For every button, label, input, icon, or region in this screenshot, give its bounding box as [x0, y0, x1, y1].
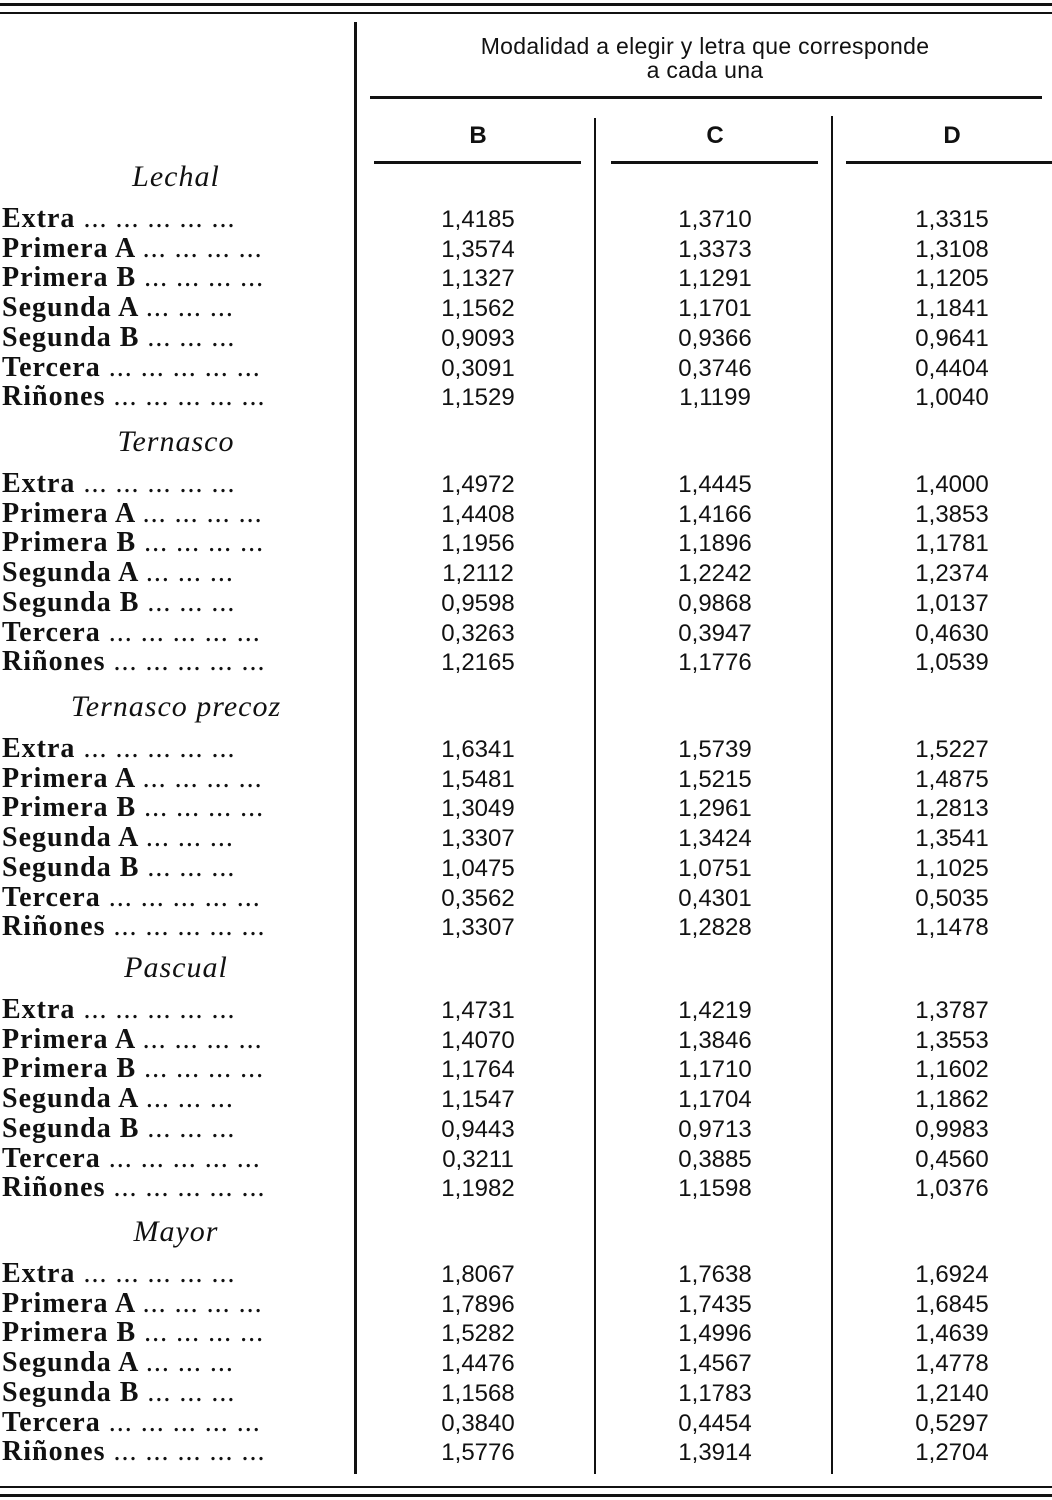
cell-value-b: 0,3091: [441, 355, 515, 382]
row-label-leader-dots: ... ... ... ...: [144, 528, 265, 558]
cell-value-b: 1,5481: [441, 766, 515, 793]
table-row: [0, 499, 1052, 529]
row-label-leader-dots: ... ... ...: [145, 1348, 234, 1378]
cell-value-b: 1,1327: [441, 265, 515, 292]
row-label-text: Extra: [2, 469, 76, 499]
table-row: [0, 853, 1052, 883]
row-label: [2, 323, 342, 353]
row-label-leader-dots: ... ... ... ... ...: [83, 995, 236, 1025]
row-label-text: Riñones: [2, 1437, 106, 1467]
row-label-leader-dots: ... ... ... ... ...: [113, 1437, 266, 1467]
row-label-leader-dots: ... ... ... ...: [142, 1289, 263, 1319]
cell-value-c: 1,2828: [678, 914, 752, 941]
row-label-leader-dots: ... ... ... ... ...: [83, 734, 236, 764]
cell-value-b: 1,1562: [441, 295, 515, 322]
cell-value-b: 1,3307: [441, 825, 515, 852]
section-title: Mayor: [133, 1215, 219, 1248]
cell-value-c: 1,4996: [678, 1320, 752, 1347]
table-row: [0, 1437, 1052, 1467]
cell-value-d: 1,5227: [915, 736, 989, 763]
cell-value-c: 1,4219: [678, 997, 752, 1024]
table-row: [0, 764, 1052, 794]
row-label: [2, 588, 342, 618]
cell-value-d: 1,3853: [915, 501, 989, 528]
cell-value-d: 1,1862: [915, 1086, 989, 1113]
table-row: [0, 1025, 1052, 1055]
cell-value-c: 0,9713: [678, 1116, 752, 1143]
row-label-leader-dots: ... ... ... ...: [142, 764, 263, 794]
cell-value-d: 1,0137: [915, 590, 989, 617]
cell-value-c: 1,1199: [679, 384, 751, 411]
table-row: [0, 234, 1052, 264]
cell-value-d: 1,3108: [915, 236, 989, 263]
row-label-leader-dots: ... ... ... ...: [144, 793, 265, 823]
cell-value-c: 0,3746: [678, 355, 752, 382]
cell-value-d: 1,4778: [915, 1350, 989, 1377]
column-group-header-line1: Modalidad a elegir y letra que corresponde: [480, 33, 930, 59]
row-label-text: Tercera: [2, 883, 101, 913]
table-row: [0, 647, 1052, 677]
cell-value-b: 1,1547: [441, 1086, 515, 1113]
cell-value-d: 1,3553: [915, 1027, 989, 1054]
cell-value-d: 1,0376: [915, 1175, 989, 1202]
cell-value-c: 1,1701: [678, 295, 752, 322]
row-label-leader-dots: ... ... ... ...: [144, 1054, 265, 1084]
cell-value-d: 1,4639: [915, 1320, 989, 1347]
row-label-text: Riñones: [2, 912, 106, 942]
table-row: [0, 204, 1052, 234]
cell-value-c: 1,7638: [678, 1261, 752, 1288]
cell-value-b: 1,2165: [441, 649, 515, 676]
cell-value-d: 1,1841: [915, 295, 989, 322]
cell-value-d: 1,4000: [915, 471, 989, 498]
cell-value-c: 1,4567: [678, 1350, 752, 1377]
table-row: [0, 823, 1052, 853]
row-label-text: Segunda B: [2, 323, 140, 353]
table-row: [0, 263, 1052, 293]
table-row: [0, 293, 1052, 323]
cell-value-d: 0,4404: [915, 355, 989, 382]
section-title: Pascual: [124, 951, 228, 984]
cell-value-d: 1,0539: [915, 649, 989, 676]
column-header-c: C: [706, 122, 724, 149]
row-label: [2, 499, 342, 529]
row-label: [2, 1348, 342, 1378]
row-label-text: Segunda B: [2, 1114, 140, 1144]
cell-value-b: 1,1529: [441, 384, 515, 411]
cell-value-b: 0,3211: [442, 1146, 514, 1173]
cell-value-d: 1,1478: [915, 914, 989, 941]
row-label: [2, 263, 342, 293]
row-label: [2, 1259, 342, 1289]
row-label-text: Primera A: [2, 499, 135, 529]
row-label-text: Tercera: [2, 1408, 101, 1438]
row-label-leader-dots: ... ... ... ... ...: [113, 1173, 266, 1203]
row-label: [2, 823, 342, 853]
table-row: [0, 1318, 1052, 1348]
column-d-underline: [846, 161, 1052, 164]
row-label: [2, 234, 342, 264]
column-c-underline: [611, 161, 818, 164]
row-label: [2, 912, 342, 942]
table-row: [0, 382, 1052, 412]
cell-value-c: 1,3424: [678, 825, 752, 852]
table-row: [0, 1084, 1052, 1114]
column-header-b: B: [469, 122, 487, 149]
row-label-leader-dots: ... ... ... ...: [144, 1318, 265, 1348]
cell-value-b: 1,7896: [441, 1291, 515, 1318]
column-header-d: D: [943, 122, 961, 149]
row-label: [2, 647, 342, 677]
cell-value-b: 1,1764: [441, 1056, 515, 1083]
row-label-leader-dots: ... ... ... ...: [142, 1025, 263, 1055]
cell-value-b: 1,0475: [441, 855, 515, 882]
table-row: [0, 353, 1052, 383]
cell-value-c: 1,1783: [678, 1380, 752, 1407]
cell-value-c: 1,3373: [678, 236, 752, 263]
row-label-leader-dots: ... ... ...: [147, 588, 236, 618]
cell-value-b: 1,4476: [441, 1350, 515, 1377]
cell-value-b: 1,8067: [441, 1261, 515, 1288]
row-label-leader-dots: ... ... ... ...: [142, 499, 263, 529]
cell-value-d: 1,0040: [915, 384, 989, 411]
row-label: [2, 1173, 342, 1203]
cell-value-d: 1,6924: [915, 1261, 989, 1288]
cell-value-b: 1,4070: [441, 1027, 515, 1054]
cell-value-c: 1,2961: [678, 795, 752, 822]
row-label-leader-dots: ... ... ...: [145, 558, 234, 588]
cell-value-c: 0,4454: [678, 1410, 752, 1437]
table-row: [0, 558, 1052, 588]
table-row: [0, 1173, 1052, 1203]
cell-value-b: 0,9093: [441, 325, 515, 352]
row-label-leader-dots: ... ... ... ... ...: [83, 1259, 236, 1289]
cell-value-b: 1,3574: [441, 236, 515, 263]
row-label-text: Segunda B: [2, 1378, 140, 1408]
row-label-text: Extra: [2, 995, 76, 1025]
cell-value-b: 1,1568: [441, 1380, 515, 1407]
row-label: [2, 853, 342, 883]
row-label: [2, 528, 342, 558]
cell-value-b: 1,4972: [441, 471, 515, 498]
cell-value-d: 1,2140: [915, 1380, 989, 1407]
row-label-leader-dots: ... ... ... ... ...: [108, 618, 261, 648]
row-label-text: Riñones: [2, 647, 106, 677]
table-row: [0, 1114, 1052, 1144]
row-label: [2, 1114, 342, 1144]
row-label-text: Extra: [2, 734, 76, 764]
row-label-text: Segunda B: [2, 853, 140, 883]
row-label-text: Primera A: [2, 1025, 135, 1055]
row-label: [2, 469, 342, 499]
cell-value-c: 1,1776: [678, 649, 752, 676]
cell-value-d: 0,5297: [915, 1410, 989, 1437]
table-row: [0, 469, 1052, 499]
section-title: Ternasco precoz: [70, 690, 282, 723]
cell-value-b: 0,3840: [441, 1410, 515, 1437]
cell-value-d: 1,1205: [915, 265, 989, 292]
cell-value-b: 1,3049: [441, 795, 515, 822]
table-row: [0, 1348, 1052, 1378]
row-label-leader-dots: ... ... ...: [147, 323, 236, 353]
row-label-leader-dots: ... ... ... ...: [142, 234, 263, 264]
cell-value-b: 1,2112: [442, 560, 514, 587]
cell-value-c: 0,4301: [678, 885, 752, 912]
table-row: [0, 323, 1052, 353]
cell-value-c: 1,5215: [678, 766, 752, 793]
section-title: Ternasco: [117, 425, 235, 458]
cell-value-b: 1,4185: [441, 206, 515, 233]
row-label-leader-dots: ... ... ...: [147, 1378, 236, 1408]
row-label: [2, 204, 342, 234]
cell-value-b: 0,9443: [441, 1116, 515, 1143]
cell-value-b: 0,3562: [441, 885, 515, 912]
row-label-text: Segunda A: [2, 558, 138, 588]
cell-value-c: 1,2242: [678, 560, 752, 587]
cell-value-b: 0,9598: [441, 590, 515, 617]
row-label: [2, 1408, 342, 1438]
cell-value-b: 1,4408: [441, 501, 515, 528]
column-group-header-line2: a cada una: [646, 57, 764, 83]
cell-value-d: 0,9983: [915, 1116, 989, 1143]
cell-value-b: 1,4731: [441, 997, 515, 1024]
row-label-text: Segunda B: [2, 588, 140, 618]
row-label-leader-dots: ... ... ...: [145, 1084, 234, 1114]
cell-value-c: 1,4445: [678, 471, 752, 498]
cell-value-c: 1,1291: [678, 265, 752, 292]
row-label-text: Primera B: [2, 263, 137, 293]
cell-value-d: 0,4630: [915, 620, 989, 647]
row-label-text: Primera B: [2, 1318, 137, 1348]
cell-value-b: 1,6341: [441, 736, 515, 763]
table-row: [0, 912, 1052, 942]
row-label: [2, 764, 342, 794]
cell-value-c: 0,3885: [678, 1146, 752, 1173]
bottom-rule-outer: [0, 1486, 1052, 1488]
table-row: [0, 1144, 1052, 1174]
cell-value-d: 1,1025: [915, 855, 989, 882]
row-label: [2, 1289, 342, 1319]
cell-value-b: 1,3307: [441, 914, 515, 941]
cell-value-d: 1,1602: [915, 1056, 989, 1083]
cell-value-d: 0,9641: [915, 325, 989, 352]
table-row: [0, 1289, 1052, 1319]
row-label-leader-dots: ... ... ...: [147, 1114, 236, 1144]
row-label: [2, 293, 342, 323]
row-label-leader-dots: ... ... ... ...: [144, 263, 265, 293]
row-label-text: Tercera: [2, 1144, 101, 1174]
row-label-text: Tercera: [2, 618, 101, 648]
row-label: [2, 353, 342, 383]
cell-value-c: 1,1598: [678, 1175, 752, 1202]
cell-value-c: 1,5739: [678, 736, 752, 763]
section-title: Lechal: [132, 160, 220, 193]
cell-value-c: 1,3914: [678, 1439, 752, 1466]
row-label-text: Extra: [2, 204, 76, 234]
cell-value-d: 0,4560: [915, 1146, 989, 1173]
row-label: [2, 1437, 342, 1467]
top-rule-inner: [0, 12, 1052, 14]
row-label: [2, 1378, 342, 1408]
cell-value-c: 0,3947: [678, 620, 752, 647]
row-label: [2, 558, 342, 588]
row-label-leader-dots: ... ... ...: [147, 853, 236, 883]
row-label-leader-dots: ... ... ...: [145, 293, 234, 323]
row-label-leader-dots: ... ... ... ... ...: [83, 204, 236, 234]
row-label: [2, 1025, 342, 1055]
cell-value-d: 1,2813: [915, 795, 989, 822]
cell-value-d: 1,4875: [915, 766, 989, 793]
cell-value-b: 0,3263: [441, 620, 515, 647]
row-label-text: Primera B: [2, 528, 137, 558]
row-label-text: Primera B: [2, 793, 137, 823]
cell-value-c: 1,1704: [678, 1086, 752, 1113]
table-row: [0, 588, 1052, 618]
table-row: [0, 1259, 1052, 1289]
cell-value-d: 1,2374: [915, 560, 989, 587]
row-label: [2, 883, 342, 913]
cell-value-c: 1,7435: [678, 1291, 752, 1318]
row-label-text: Primera A: [2, 1289, 135, 1319]
table-row: [0, 528, 1052, 558]
row-label: [2, 734, 342, 764]
table-row: [0, 1408, 1052, 1438]
row-label-text: Segunda A: [2, 823, 138, 853]
row-label-leader-dots: ... ... ... ... ...: [113, 912, 266, 942]
row-label-leader-dots: ... ... ... ... ...: [108, 353, 261, 383]
row-label: [2, 618, 342, 648]
cell-value-d: 1,2704: [915, 1439, 989, 1466]
row-label: [2, 793, 342, 823]
top-rule-outer: [0, 3, 1052, 6]
row-label-leader-dots: ... ... ... ... ...: [108, 1144, 261, 1174]
row-label-leader-dots: ... ... ... ... ...: [108, 1408, 261, 1438]
cell-value-d: 1,6845: [915, 1291, 989, 1318]
cell-value-c: 1,4166: [678, 501, 752, 528]
row-label-leader-dots: ... ... ...: [145, 823, 234, 853]
row-label-text: Riñones: [2, 382, 106, 412]
row-label-text: Primera A: [2, 234, 135, 264]
cell-value-d: 1,3787: [915, 997, 989, 1024]
row-label-leader-dots: ... ... ... ... ...: [113, 647, 266, 677]
table-row: [0, 618, 1052, 648]
row-label: [2, 1318, 342, 1348]
table-row: [0, 995, 1052, 1025]
cell-value-c: 0,9868: [678, 590, 752, 617]
row-label: [2, 382, 342, 412]
cell-value-d: 0,5035: [915, 885, 989, 912]
row-label-text: Riñones: [2, 1173, 106, 1203]
cell-value-c: 1,1710: [678, 1056, 752, 1083]
row-label: [2, 1144, 342, 1174]
row-label-text: Tercera: [2, 353, 101, 383]
cell-value-b: 1,5282: [441, 1320, 515, 1347]
table-row: [0, 734, 1052, 764]
cell-value-c: 1,3710: [678, 206, 752, 233]
table-row: [0, 883, 1052, 913]
row-label: [2, 1054, 342, 1084]
table-row: [0, 793, 1052, 823]
bottom-rule-inner: [0, 1494, 1052, 1497]
cell-value-b: 1,1956: [441, 530, 515, 557]
row-label-text: Segunda A: [2, 1348, 138, 1378]
row-label-text: Extra: [2, 1259, 76, 1289]
cell-value-d: 1,3315: [915, 206, 989, 233]
cell-value-b: 1,5776: [441, 1439, 515, 1466]
table-row: [0, 1054, 1052, 1084]
cell-value-c: 1,1896: [678, 530, 752, 557]
row-label-leader-dots: ... ... ... ... ...: [83, 469, 236, 499]
cell-value-c: 1,0751: [678, 855, 752, 882]
row-label-leader-dots: ... ... ... ... ...: [113, 382, 266, 412]
cell-value-c: 0,9366: [678, 325, 752, 352]
table-row: [0, 1378, 1052, 1408]
cell-value-d: 1,1781: [915, 530, 989, 557]
row-label: [2, 1084, 342, 1114]
cell-value-b: 1,1982: [441, 1175, 515, 1202]
row-label-text: Segunda A: [2, 1084, 138, 1114]
column-group-header: [360, 34, 1050, 82]
row-label-text: Segunda A: [2, 293, 138, 323]
column-b-underline: [374, 161, 581, 164]
row-label-text: Primera A: [2, 764, 135, 794]
row-label-text: Primera B: [2, 1054, 137, 1084]
header-underline: [370, 96, 1042, 99]
cell-value-c: 1,3846: [678, 1027, 752, 1054]
row-label: [2, 995, 342, 1025]
row-label-leader-dots: ... ... ... ... ...: [108, 883, 261, 913]
cell-value-d: 1,3541: [915, 825, 989, 852]
